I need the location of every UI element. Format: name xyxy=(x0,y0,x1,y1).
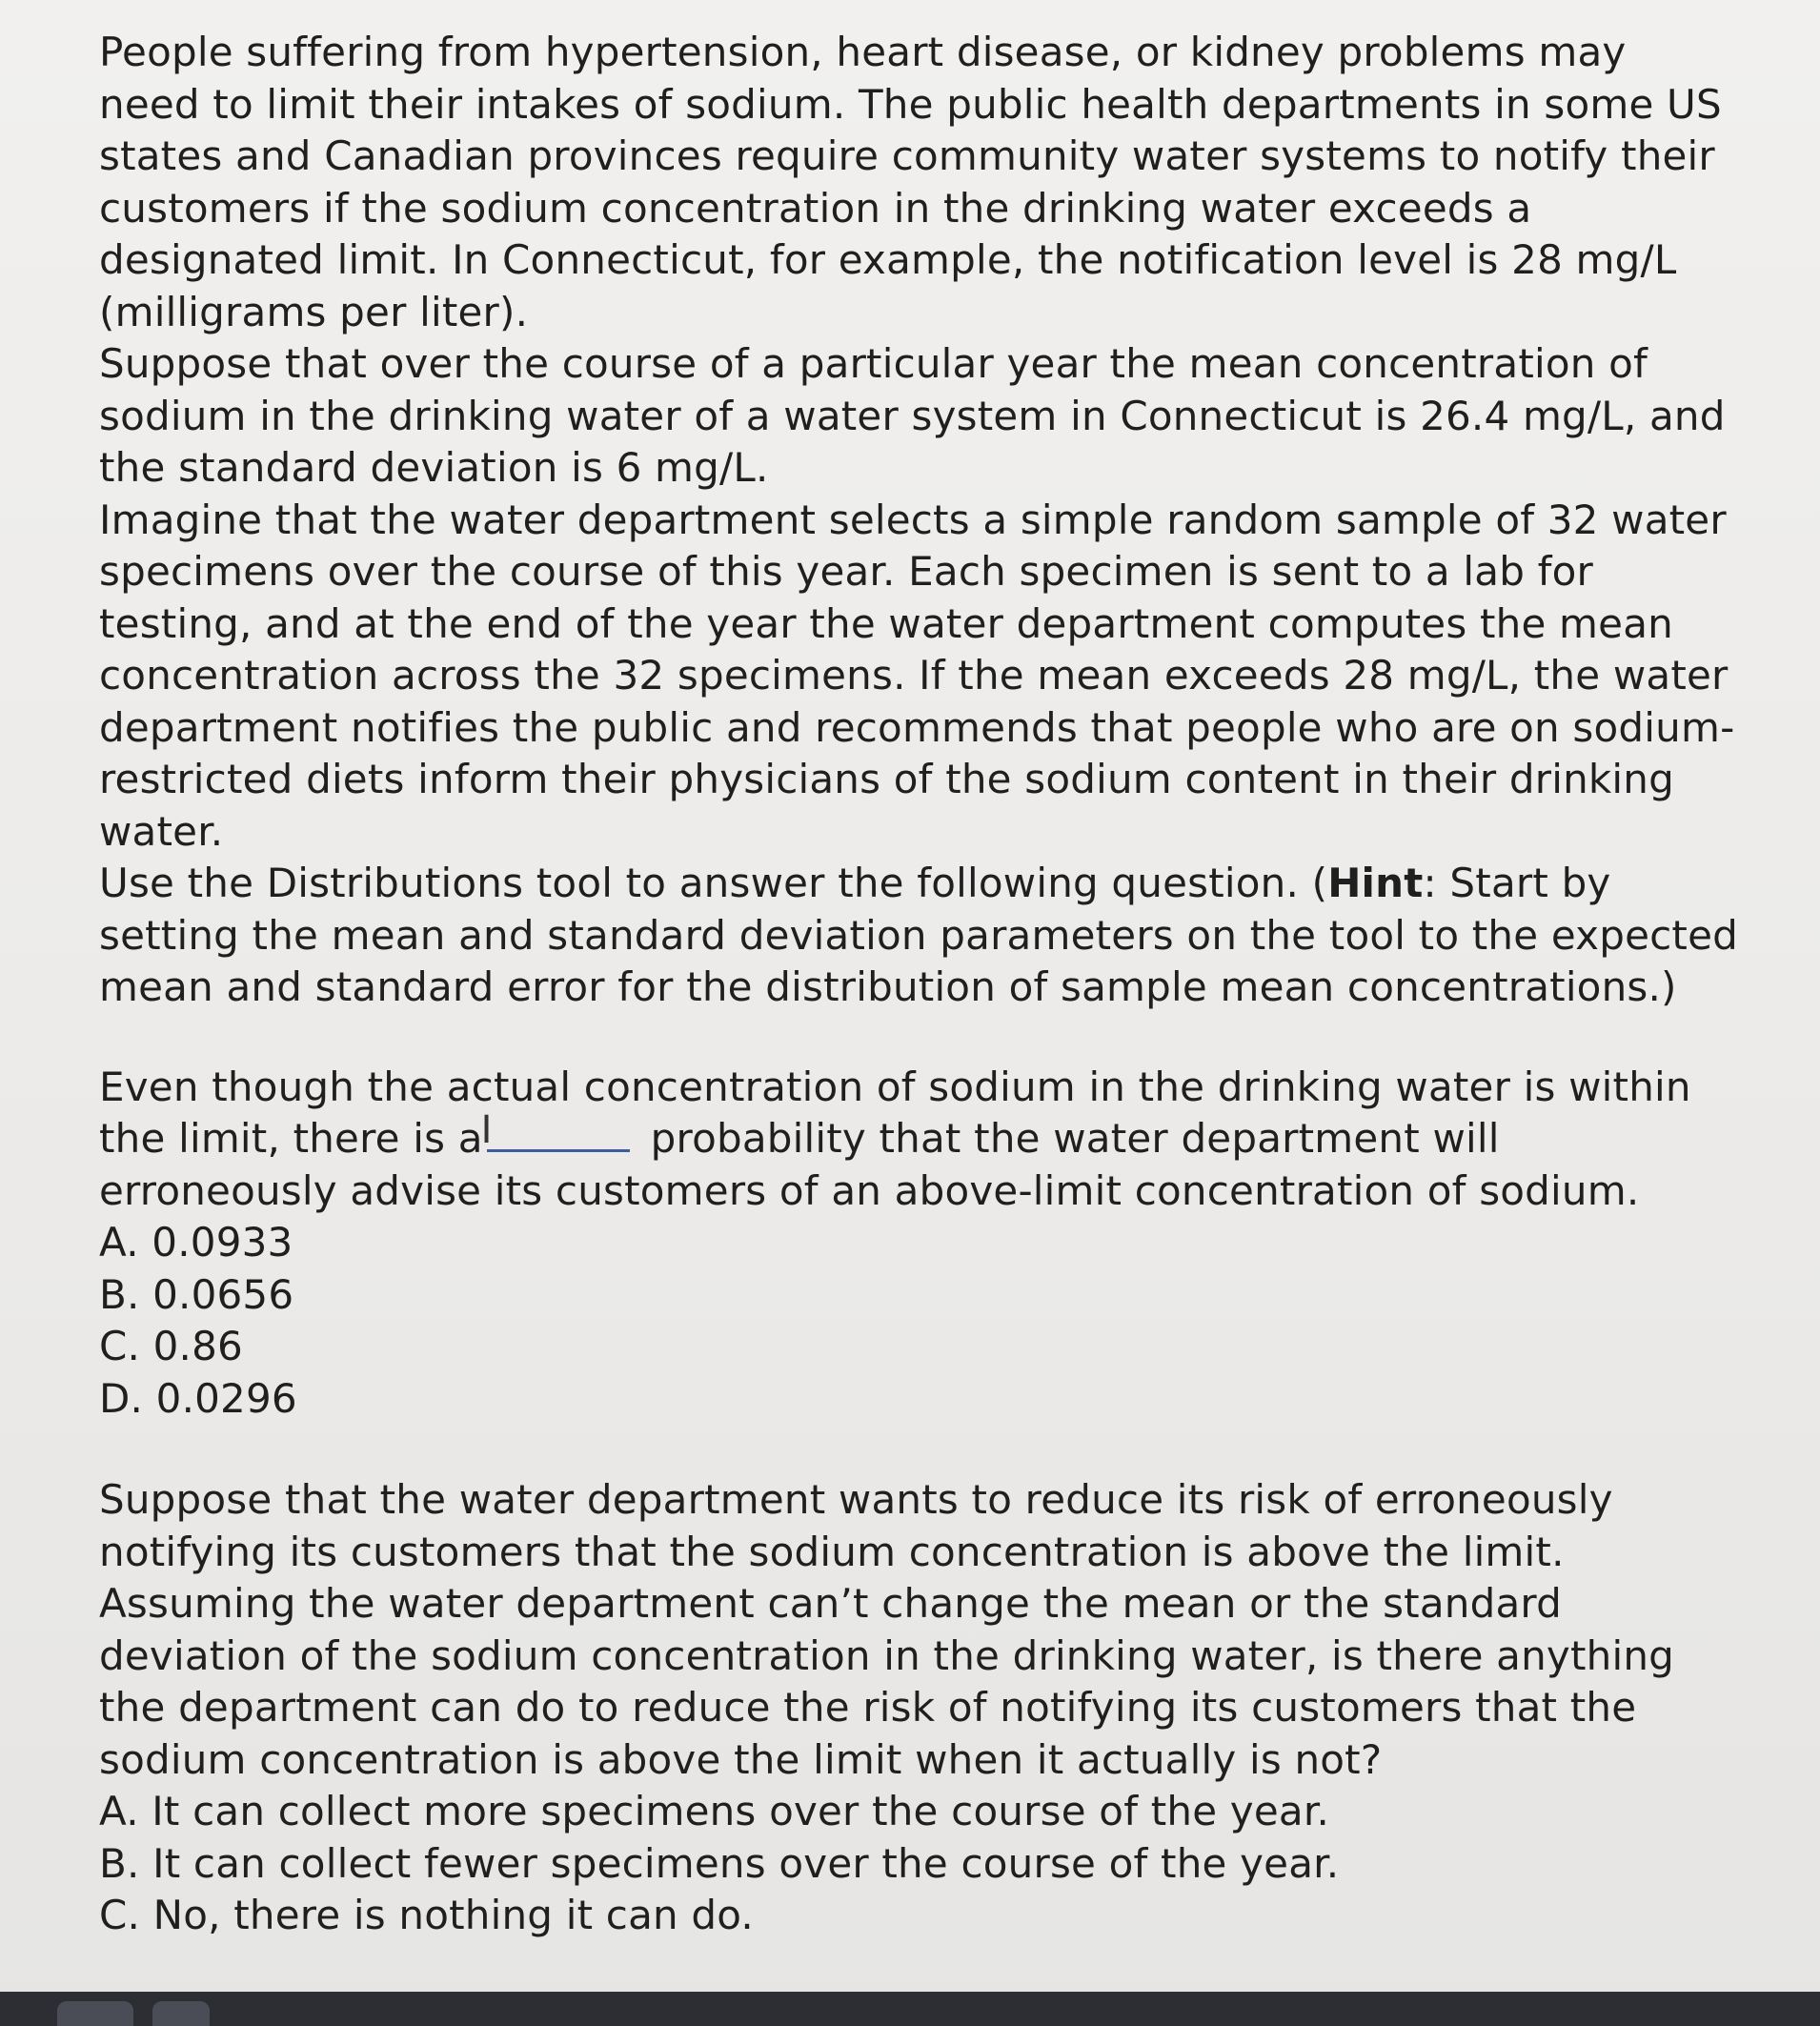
option-c[interactable]: C. 0.86 xyxy=(99,1323,243,1369)
instruction-text-start: Use the Distributions tool to answer the following question. ( xyxy=(99,860,1328,906)
option-b[interactable]: B. 0.0656 xyxy=(99,1270,294,1318)
question-2-options xyxy=(99,1786,1738,1942)
question-1 xyxy=(99,1062,1738,1426)
intro-paragraph-1: People suffering from hypertension, heart disease, or kidney problems may need to limit their intakes of sodium. The public health departments in some US states and Canadian provinces require community water systems to notify their customers if the sodium concentration in the drinking water exceeds a designated limit. In Connecticut, for example, the notification level is 28 mg/L (milligrams per liter). xyxy=(99,29,1722,335)
problem-content xyxy=(99,27,1738,1942)
taskbar-tab[interactable] xyxy=(57,2001,133,2026)
spacer xyxy=(99,1425,1738,1474)
option-c[interactable]: C. No, there is nothing it can do. xyxy=(99,1892,754,1938)
taskbar-tab[interactable] xyxy=(152,2001,210,2026)
question-1-text-start: Even though the actual concentration of sodium in the drinking water is within the limit, there is a xyxy=(99,1063,1691,1162)
question-2 xyxy=(99,1474,1738,1942)
answer-blank-dropdown[interactable] xyxy=(480,1108,630,1152)
question-1-options xyxy=(99,1217,1738,1425)
text-cursor-icon: I xyxy=(480,1108,493,1152)
taskbar xyxy=(0,1992,1820,2026)
intro-paragraph-2: Suppose that over the course of a particular year the mean concentration of sodium in the drinking water of a water system in Connecticut is 26.4 mg/L, and the standard deviation is 6 mg/L. xyxy=(99,340,1726,491)
hint-label: Hint xyxy=(1327,860,1424,906)
question-1-text-end: probability that the water department will erroneously advise its customers of an above-limit concentration of sodium. xyxy=(99,1115,1640,1214)
problem-intro xyxy=(99,27,1738,1014)
option-b[interactable]: B. It can collect fewer specimens over the course of the year. xyxy=(99,1839,1340,1887)
option-a[interactable]: A. 0.0933 xyxy=(99,1219,293,1266)
instruction-paragraph xyxy=(99,858,1738,1014)
intro-paragraph-3: Imagine that the water department selects a simple random sample of 32 water specimens over the course of this year. Each specimen is sent to a lab for testing, and at the end of the year the water department computes the mean concentration across the 32 specimens. If the mean exceeds 28 mg/L, the water department notifies the public and recommends that people who are on sodium-restricted diets inform their physicians of the sodium content in their drinking water. xyxy=(99,496,1735,855)
question-1-prompt xyxy=(99,1062,1738,1218)
question-2-prompt: Suppose that the water department wants to reduce its risk of erroneously notifying its customers that the sodium concentration is above the limit. Assuming the water department can’t change the mean or the standard deviation of the sodium concentration in the drinking water, is there anything the department can do to reduce the risk of notifying its customers that the sodium concentration is above the limit when it actually is not? xyxy=(99,1476,1675,1783)
instruction-text-end: : Start by setting the mean and standard deviation parameters on the tool to the expected mean and standard error for the distribution of sample mean concentrations.) xyxy=(99,860,1738,1010)
option-a[interactable]: A. It can collect more specimens over the course of the year. xyxy=(99,1788,1330,1834)
option-d[interactable]: D. 0.0296 xyxy=(99,1374,297,1422)
